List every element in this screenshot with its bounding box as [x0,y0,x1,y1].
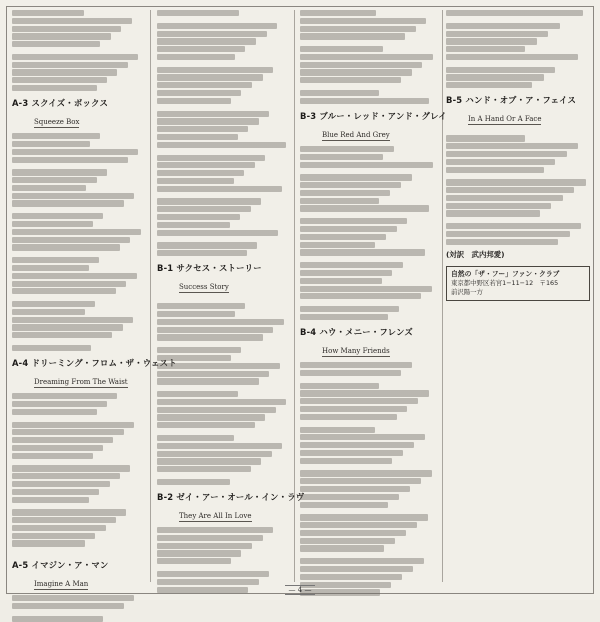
lyric-line [12,54,138,60]
lyric-line [300,370,401,376]
lyric-line [12,133,100,139]
lyric-line [446,82,532,88]
lyric-line [157,46,245,52]
column-4 [446,10,590,582]
lyric-line [157,230,278,236]
lyric-line [157,571,269,577]
lyric-line [300,146,394,152]
lyric-line [12,332,112,338]
lyric-line [12,309,85,315]
lyric-line [157,155,265,161]
lyric-line [446,210,540,216]
lyric-line [12,26,121,32]
lyric-line [300,33,405,39]
lyric-line [12,324,123,330]
lyric-line [446,135,525,141]
lyric-line [157,90,241,96]
stanza-gap [12,548,142,553]
lyrics-block [12,10,142,91]
column-3 [300,10,447,582]
lyric-line [300,362,412,368]
lyric-line [12,497,89,503]
lyric-line [300,478,421,484]
lyric-line [12,595,134,601]
lyric-line [157,378,259,384]
lyric-line [300,390,429,396]
lyrics-block [12,393,142,553]
lyric-line [157,126,248,132]
song-heading-b4 [300,326,436,357]
lyric-line [300,18,426,24]
song-title-english: How Many Friends [322,347,390,356]
lyric-line [157,327,273,333]
lyric-line [300,54,433,60]
lyric-line [300,90,379,96]
lyric-line [157,170,244,176]
song-title-english: Blue Red And Grey [322,131,390,139]
lyric-line [300,414,397,420]
lyric-line [446,167,544,173]
lyric-line [12,169,107,175]
song-heading-b5 [446,94,590,125]
lyrics-block [157,298,289,485]
fan-club-box [446,266,590,301]
lyric-line [446,187,574,193]
lyric-line [300,458,392,464]
lyric-line [157,31,267,37]
lyric-line [446,31,548,37]
lyric-line [157,178,234,184]
lyric-line [300,198,379,204]
lyric-line [157,479,230,485]
song-title-english: Success Story [179,283,229,292]
lyrics-block [157,527,289,593]
lyric-line [446,67,555,73]
song-heading-b3 [300,110,447,141]
lyric-line [300,190,390,196]
lyric-line [12,200,124,206]
lyric-line [12,437,113,443]
lyric-line [157,407,276,413]
lyrics-block [12,133,142,351]
lyric-line [157,54,235,60]
lyric-line [157,82,252,88]
lyric-line [12,10,84,16]
lyric-line [12,213,103,219]
lyric-line [446,239,558,245]
lyric-line [157,319,284,325]
lyric-line [157,98,231,104]
fan-club-contact: 前沢陽一方 [451,288,483,296]
song-heading-a4 [12,357,177,388]
lyric-line [446,231,570,237]
lyric-line [300,162,433,168]
translation-credit: (対訳 武内邦愛) [446,250,505,259]
lyric-line [446,203,551,209]
lyric-line [446,179,586,185]
stanza-gap [12,417,142,422]
lyric-line [300,545,384,551]
lyric-line [12,445,103,451]
lyric-line [300,174,412,180]
lyric-line [157,311,235,317]
lyric-line [300,530,406,536]
lyric-line [12,273,137,279]
lyric-line [157,23,277,29]
song-title: A-5 イマジン・ア・マン [12,560,109,571]
lyric-line [12,509,126,515]
lyrics-block [300,362,436,596]
lyric-line [446,74,544,80]
lyric-line [12,257,99,263]
lyrics-block [300,10,436,104]
lyric-line [12,85,97,91]
lyric-line [12,69,117,75]
lyric-line [300,226,397,232]
lyric-line [157,443,282,449]
column-divider [150,10,151,582]
lyric-line [12,33,111,39]
song-heading-b1 [157,262,289,293]
lyric-line [300,46,383,52]
lyric-line [300,406,407,412]
lyric-line [300,205,429,211]
lyric-line [12,141,90,147]
lyric-line [12,422,134,428]
lyric-line [12,62,128,68]
lyric-line [157,391,238,397]
page-number [0,586,600,594]
lyric-line [300,442,414,448]
lyric-line [12,517,116,523]
lyric-line [300,62,422,68]
lyric-line [300,314,388,320]
lyric-line [300,77,401,83]
lyric-line [300,10,376,16]
lyric-line [12,481,110,487]
lyric-line [300,218,407,224]
lyric-line [300,98,429,104]
lyric-line [12,193,134,199]
lyric-line [300,502,388,508]
lyric-line [12,317,133,323]
lyric-line [157,363,280,369]
lyric-line [300,69,412,75]
song-title: A-4 ドリーミング・フロム・ザ・ウェスト [12,358,177,369]
lyric-line [157,67,273,73]
lyric-line [157,458,261,464]
lyric-line [157,198,261,204]
lyric-line [157,142,286,148]
lyric-line [300,270,392,276]
lyric-line [300,249,425,255]
lyrics-block [300,146,436,320]
song-title-english: Dreaming From The Waist [34,378,128,387]
lyric-line [12,393,117,399]
column-divider [442,10,443,582]
lyric-line [12,18,132,24]
lyric-line [300,470,432,476]
lyric-line [157,111,269,117]
lyric-line [157,347,241,353]
lyric-line [300,486,410,492]
lyric-line [157,550,241,556]
lyric-line [12,453,93,459]
column-1 [12,10,177,589]
lyric-line [300,450,403,456]
lyric-line [157,558,231,564]
lyric-line [12,229,141,235]
stanza-gap [157,150,289,155]
lyric-line [446,38,537,44]
lyric-line [12,401,107,407]
song-title-english: They Are All In Love [179,512,252,521]
lyric-line [12,237,130,243]
lyrics-block [157,10,289,256]
lyric-line [157,466,251,472]
lyric-line [157,250,247,256]
lyric-line [446,159,555,165]
lyric-line [300,234,386,240]
lyric-line [157,118,259,124]
lyric-line [157,543,252,549]
lyric-line [12,221,93,227]
lyric-line [157,186,282,192]
song-title: B-1 サクセス・ストーリー [157,263,262,274]
lyric-line [157,74,263,80]
lyric-line [157,206,251,212]
lyric-line [157,371,269,377]
lyric-line [12,429,124,435]
lyric-line [300,398,418,404]
lyric-line [157,527,273,533]
lyric-line [157,334,263,340]
song-title: B-2 ゼイ・アー・オール・イン・ラヴ [157,492,305,503]
song-title-english: Imagine A Man [34,580,89,589]
song-title: B-5 ハンド・オブ・ア・フェイス [446,95,577,106]
lyric-line [300,286,432,292]
lyric-line [300,293,421,299]
lyric-line [300,574,402,580]
lyric-line [300,566,413,572]
lyrics-block [446,10,590,88]
lyric-line [12,281,126,287]
lyric-line [446,10,583,16]
lyric-line [157,222,230,228]
lyric-line [12,177,97,183]
lyric-line [12,473,120,479]
stanza-gap [300,378,436,383]
lyric-line [12,345,91,351]
lyric-line [157,38,256,44]
lyric-line [300,154,383,160]
lyric-line [12,301,95,307]
lyric-line [12,244,120,250]
lyric-line [157,422,255,428]
lyric-line [12,489,99,495]
lyric-line [12,265,89,271]
lyric-line [157,435,234,441]
lyric-line [300,306,399,312]
lyric-line [12,77,107,83]
lyric-line [157,355,231,361]
lyric-line [300,26,416,32]
lyric-line [12,149,138,155]
lyric-line [157,10,239,16]
lyric-line [446,223,581,229]
lyric-line [157,399,286,405]
song-heading-b2 [157,491,305,522]
stanza-gap [157,62,289,67]
lyric-line [300,522,417,528]
lyric-line [300,558,424,564]
lyric-line [157,134,238,140]
page-number-text: — 4 — [285,585,316,595]
lyric-line [12,288,116,294]
lyric-line [157,451,272,457]
lyric-line [157,242,257,248]
stanza-gap [157,106,289,111]
lyrics-block [446,130,590,245]
lyric-line [12,616,103,622]
lyric-line [157,162,255,168]
stanza-gap [300,422,436,427]
lyric-line [157,303,245,309]
lyric-line [12,185,86,191]
lyric-line [12,409,97,415]
lyric-line [300,434,425,440]
lyric-line [12,157,128,163]
lyric-line [12,540,85,546]
song-title: A-3 スクイズ・ボックス [12,98,109,109]
lyric-line [300,514,428,520]
lyric-line [446,143,578,149]
lyric-line [300,383,379,389]
lyric-line [157,214,240,220]
lyric-line [12,603,124,609]
lyric-line [300,278,382,284]
lyric-line [157,414,265,420]
lyric-line [12,533,95,539]
stanza-gap [446,62,590,67]
song-title-english: In A Hand Or A Face [468,115,542,124]
lyric-line [12,465,130,471]
lyric-line [300,494,399,500]
song-title: B-4 ハウ・メニー・フレンズ [300,327,413,338]
lyric-line [300,242,375,248]
lyric-line [300,538,395,544]
lyric-line [446,151,567,157]
lyric-line [12,525,106,531]
song-heading-a3 [12,97,142,128]
column-2 [157,10,305,582]
lyric-line [157,579,259,585]
lyrics-block [12,595,142,622]
lyric-line [300,427,375,433]
lyric-line [446,54,578,60]
lyric-line [300,262,403,268]
lyric-line [446,195,563,201]
fan-club-address: 東京都中野区若宮1−11−12 〒165 [451,279,559,287]
fan-club-title: 自然の「ザ・フー」ファン・クラブ [451,270,560,278]
song-title: B-3 ブルー・レッド・アンド・グレイ [300,111,447,121]
lyric-line [157,535,263,541]
lyric-line [446,46,525,52]
lyric-line [300,182,401,188]
song-title-english: Squeeze Box [34,118,80,127]
lyric-line [12,41,100,47]
lyric-line [446,23,560,29]
